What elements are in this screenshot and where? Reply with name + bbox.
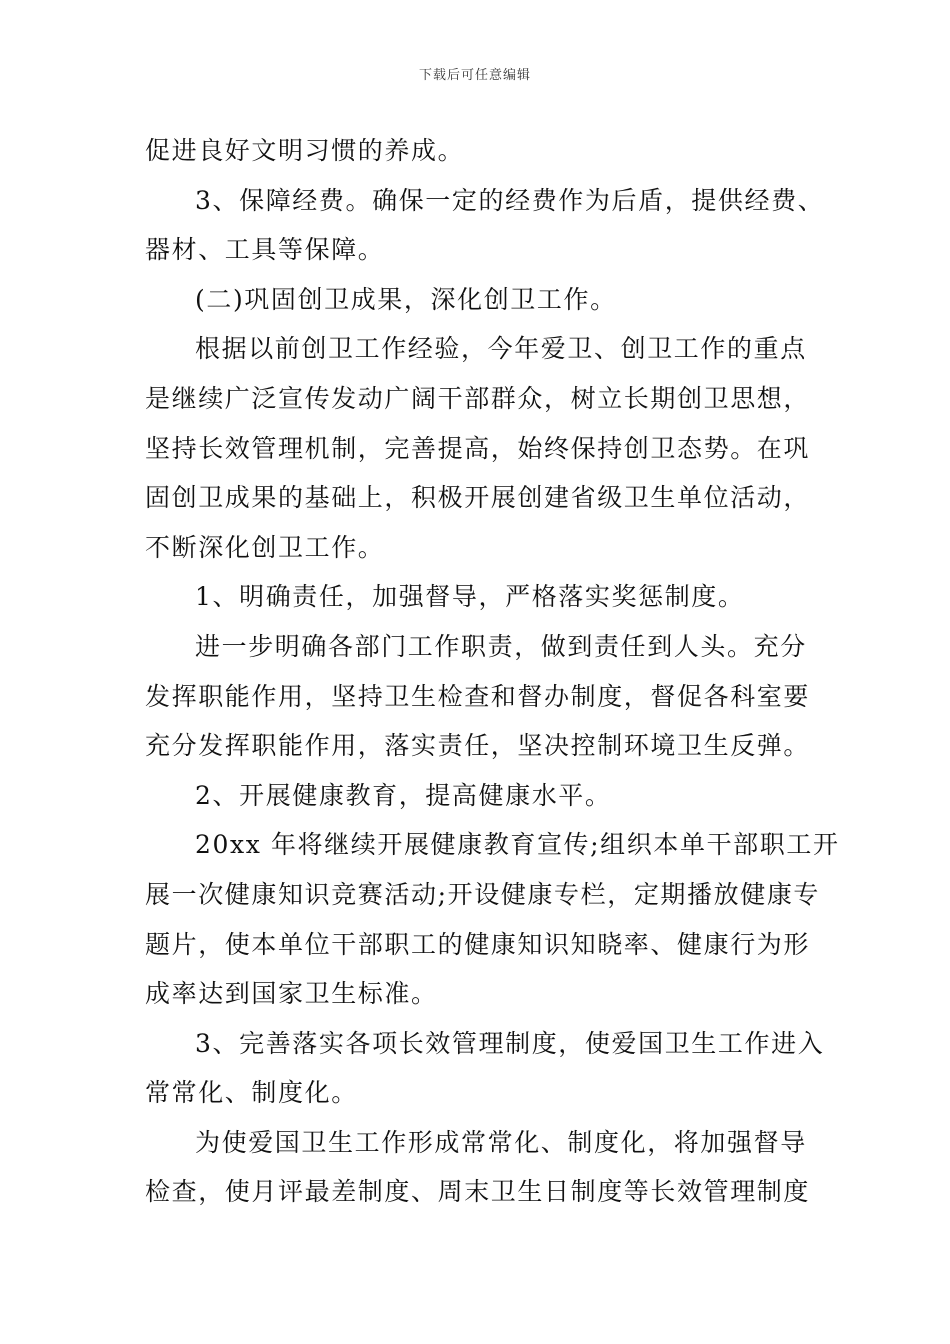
text-line: 2、开展健康教育，提高健康水平。	[195, 780, 612, 810]
text-line: 进一步明确各部门工作职责，做到责任到人头。充分	[195, 631, 807, 661]
text-line: 充分发挥职能作用，落实责任，坚决控制环境卫生反弹。	[145, 731, 811, 761]
text-line: 展一次健康知识竞赛活动;开设健康专栏，定期播放健康专	[145, 879, 821, 909]
text-line: 题片，使本单位干部职工的健康知识知晓率、健康行为形	[145, 929, 811, 959]
document-body	[145, 126, 840, 1217]
text-line: 3、保障经费。确保一定的经费作为后盾，提供经费、	[195, 185, 825, 215]
text-line: 为使爱国卫生工作形成常常化、制度化，将加强督导	[195, 1127, 807, 1157]
text-line: 促进良好文明习惯的养成。	[145, 136, 465, 165]
text-line: (二)巩固创卫成果，深化创卫工作。	[195, 284, 617, 314]
text-line: 1、明确责任，加强督导，严格落实奖惩制度。	[195, 582, 745, 612]
text-line: 20xx 年将继续开展健康教育宣传;组织本单干部职工开	[195, 830, 840, 860]
text-line: 检查，使月评最差制度、周末卫生日制度等长效管理制度	[145, 1177, 811, 1207]
text-line: 发挥职能作用，坚持卫生检查和督办制度，督促各科室要	[145, 681, 811, 711]
text-line: 成率达到国家卫生标准。	[145, 979, 438, 1009]
page-header-note: 下载后可任意编辑	[418, 68, 531, 83]
text-line: 是继续广泛宣传发动广阔干部群众，树立长期创卫思想，	[145, 383, 811, 413]
text-line: 常常化、制度化。	[145, 1078, 358, 1108]
text-line: 坚持长效管理机制，完善提高，始终保持创卫态势。在巩	[145, 433, 811, 463]
text-line: 固创卫成果的基础上，积极开展创建省级卫生单位活动，	[145, 483, 811, 513]
text-line: 根据以前创卫工作经验，今年爱卫、创卫工作的重点	[195, 334, 807, 364]
text-line: 3、完善落实各项长效管理制度，使爱国卫生工作进入	[195, 1028, 825, 1058]
text-line: 不断深化创卫工作。	[145, 532, 385, 562]
text-line: 器材、工具等保障。	[145, 235, 385, 265]
